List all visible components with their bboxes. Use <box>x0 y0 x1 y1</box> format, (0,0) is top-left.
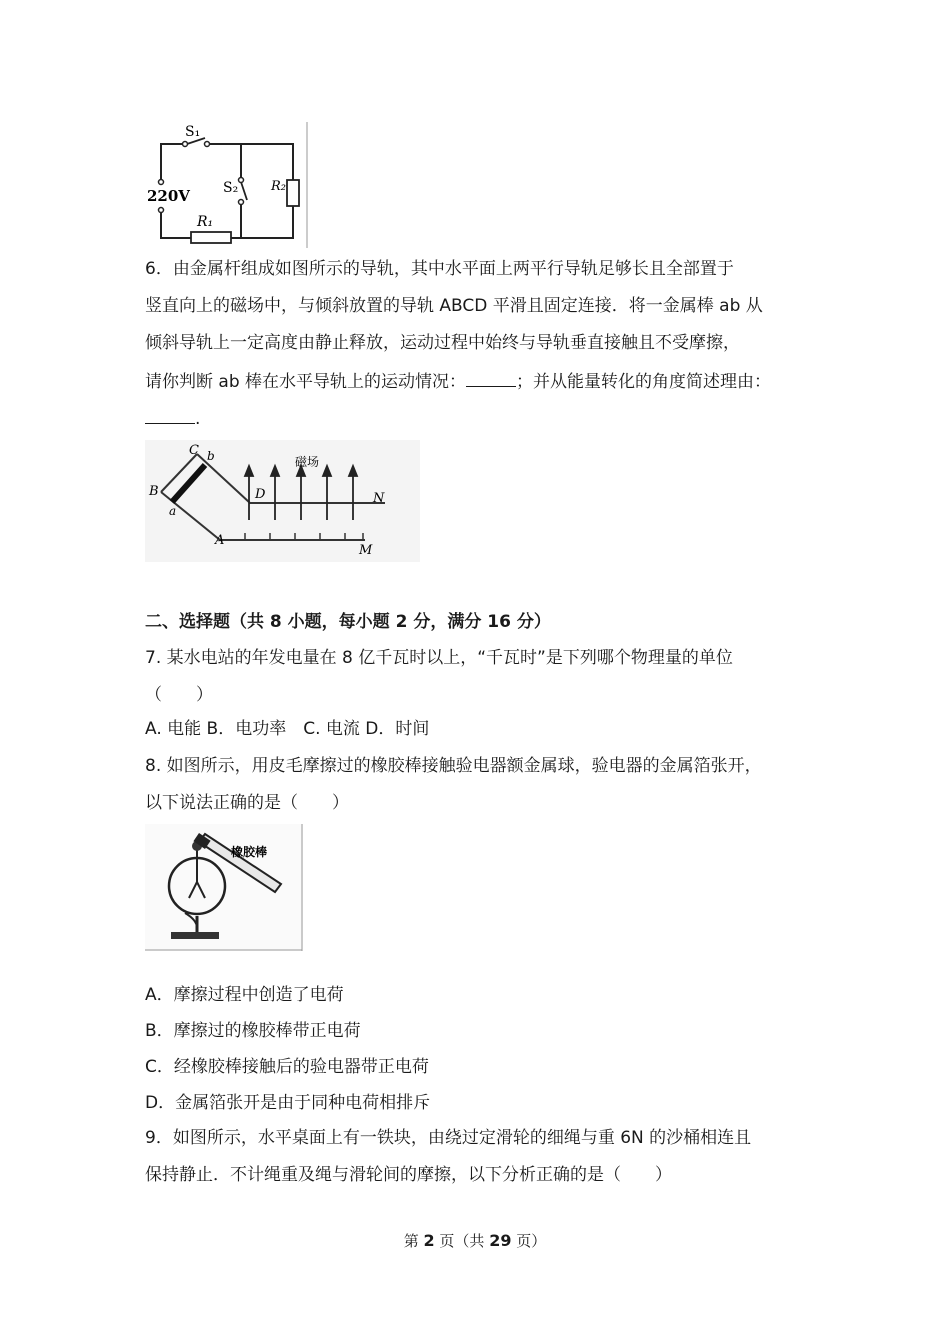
q6-line-5 <box>145 405 200 431</box>
q8-option-a: A．摩擦过程中创造了电荷 <box>145 985 344 1005</box>
q6-answer-blank-2[interactable] <box>145 405 195 424</box>
rails-label-n: N <box>373 491 385 506</box>
footer-suffix: 页） <box>511 1232 547 1250</box>
q8-stem-1: 8. 如图所示，用皮毛摩擦过的橡胶棒接触验电器额金属球，验电器的金属箔张开， <box>145 756 762 776</box>
q6-line-1: 6．由金属杆组成如图所示的导轨，其中水平面上两平行导轨足够长且全部置于 <box>145 259 734 279</box>
electroscope-rod-label: 橡胶棒 <box>231 845 268 859</box>
q8-option-b: B．摩擦过的橡胶棒带正电荷 <box>145 1021 361 1041</box>
electroscope-figure <box>145 824 303 951</box>
circuit-label-s2: S₂ <box>223 180 239 196</box>
footer-total-pages: 29 <box>489 1231 512 1250</box>
q6-line-4b: ；并从能量转化的角度简述理由： <box>516 372 772 392</box>
rails-field-label: 磁场 <box>295 455 320 469</box>
q9-stem-1: 9．如图所示，水平桌面上有一铁块，由绕过定滑轮的细绳与重 6N 的沙桶相连且 <box>145 1128 752 1148</box>
rails-label-a: A <box>215 533 225 548</box>
footer-prefix: 第 <box>403 1232 424 1250</box>
q7-stem-1: 7. 某水电站的年发电量在 8 亿千瓦时以上，“千瓦时”是下列哪个物理量的单位 <box>145 648 733 668</box>
rails-label-m: M <box>359 543 373 558</box>
circuit-label-r1: R₁ <box>197 214 214 230</box>
rails-label-b-end: b <box>207 449 215 463</box>
rails-label-a-end: a <box>169 504 177 518</box>
q8-option-d: D．金属箔张开是由于同种电荷相排斥 <box>145 1093 431 1113</box>
rails-label-d: D <box>255 487 266 502</box>
q6-line-4a: 请你判断 ab 棒在水平导轨上的运动情况： <box>145 372 467 392</box>
q7-stem-2: （ ） <box>145 685 213 705</box>
q6-line-3: 倾斜导轨上一定高度由静止释放，运动过程中始终与导轨垂直接触且不受摩擦， <box>145 333 740 353</box>
q6-line-5-end: . <box>195 409 201 429</box>
q8-option-c: C．经橡胶棒接触后的验电器带正电荷 <box>145 1057 429 1077</box>
rails-figure <box>145 440 420 562</box>
circuit-label-s1: S₁ <box>185 124 201 140</box>
section-2-heading: 二、选择题（共 8 小题，每小题 2 分，满分 16 分） <box>145 612 551 632</box>
page-footer <box>0 1230 950 1251</box>
rails-label-c: C <box>189 443 199 458</box>
footer-middle: 页（共 <box>434 1232 490 1250</box>
q8-stem-2: 以下说法正确的是（ ） <box>145 793 349 813</box>
footer-page-number: 2 <box>423 1231 435 1250</box>
rails-label-b: B <box>149 484 159 499</box>
q6-line-2: 竖直向上的磁场中，与倾斜放置的导轨 ABCD 平滑且固定连接．将一金属棒 ab 从 <box>145 296 763 316</box>
circuit-label-voltage: 220V <box>147 187 190 205</box>
q6-line-4 <box>145 368 771 394</box>
q7-options: A. 电能 B．电功率 C. 电流 D．时间 <box>145 719 430 739</box>
q6-answer-blank-1[interactable] <box>466 368 516 387</box>
circuit-label-r2: R₂ <box>271 179 286 194</box>
circuit-figure <box>145 122 315 248</box>
q9-stem-2: 保持静止．不计绳重及绳与滑轮间的摩擦，以下分析正确的是（ ） <box>145 1165 672 1185</box>
